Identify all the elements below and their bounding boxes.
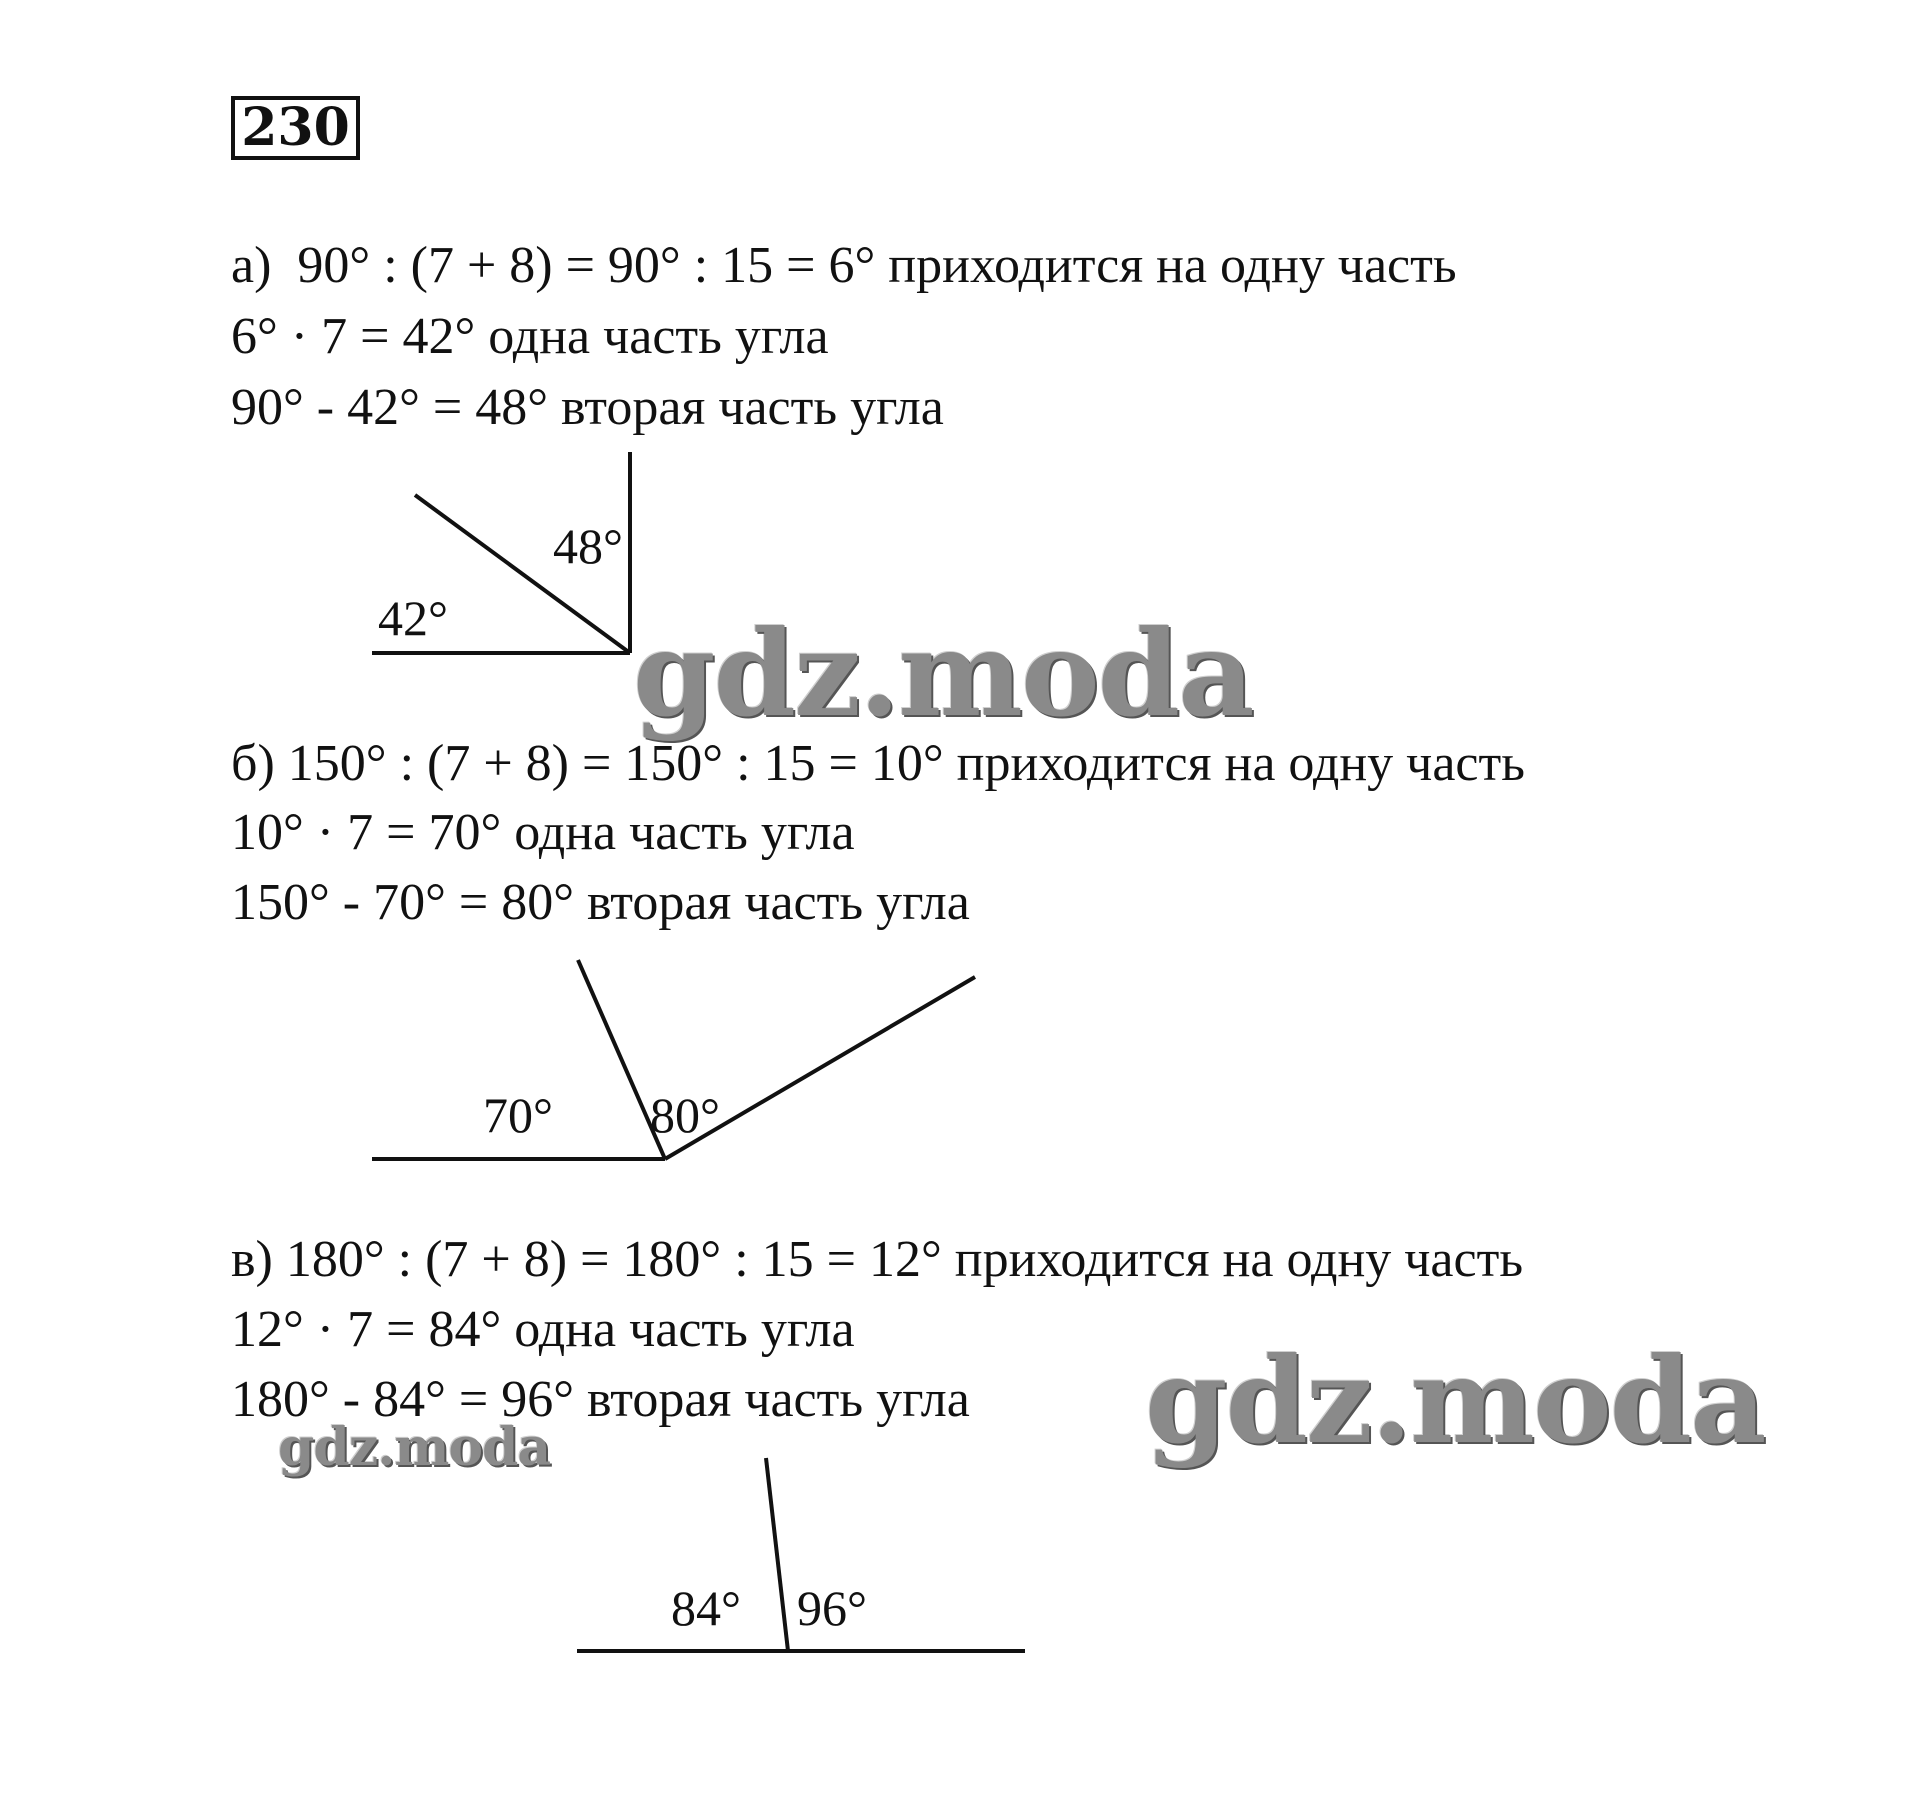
- part-b-line-1: б) 150° : (7 + 8) = 150° : 15 = 10° приходится на одну часть: [231, 735, 1525, 792]
- part-a-line-2: 6° · 7 = 42° одна часть угла: [231, 308, 829, 365]
- problem-number: 230: [231, 96, 360, 160]
- part-c-line-3: 180° - 84° = 96° вторая часть угла: [231, 1371, 970, 1428]
- figure-b-label-right: 80°: [650, 1087, 720, 1143]
- figure-b-label-left: 70°: [483, 1087, 553, 1143]
- figure-c-dividing-ray: [766, 1458, 788, 1651]
- part-c-line-2: 12° · 7 = 84° одна часть угла: [231, 1301, 855, 1358]
- part-a-line-1: а) 90° : (7 + 8) = 90° : 15 = 6° приходится на одну часть: [231, 237, 1457, 294]
- figure-a-label-left: 42°: [378, 590, 448, 646]
- part-b-line-3: 150° - 70° = 80° вторая часть угла: [231, 874, 970, 931]
- part-a-line-3: 90° - 42° = 48° вторая часть угла: [231, 379, 944, 436]
- part-c-line-1: в) 180° : (7 + 8) = 180° : 15 = 12° приходится на одну часть: [231, 1231, 1524, 1288]
- part-b-line-2: 10° · 7 = 70° одна часть угла: [231, 804, 855, 861]
- watermark-3: gdz.moda: [278, 1417, 551, 1478]
- figure-c-label-left: 84°: [671, 1580, 741, 1636]
- figure-c-label-right: 96°: [797, 1580, 867, 1636]
- figure-a-label-right: 48°: [553, 518, 623, 574]
- watermark-2: gdz.moda: [1145, 1331, 1765, 1470]
- watermark-1: gdz.moda: [633, 604, 1253, 743]
